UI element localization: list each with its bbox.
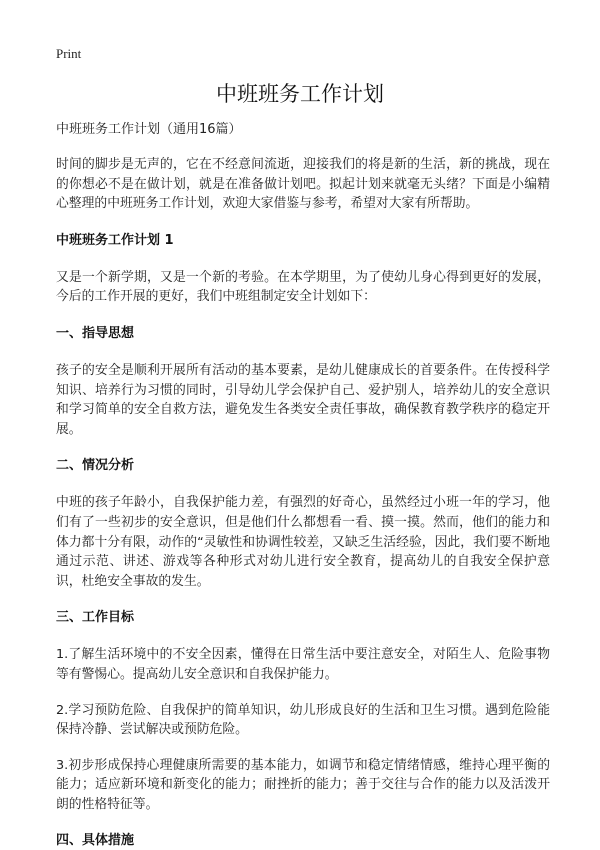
- intro-paragraph: 时间的脚步是无声的，它在不经意间流逝，迎接我们的将是新的生活，新的挑战，现在的你想必不是在做计划，就是在准备做计划吧。拟起计划来就毫无头绪？下面是小编精心整理的中班班务工作计划，欢迎大家借鉴与参考，希望对大家有所帮助。: [56, 157, 550, 212]
- section-heading: 二、情况分析: [56, 458, 135, 474]
- print-link[interactable]: Print: [56, 46, 82, 61]
- article-subtitle: 中班班务工作计划（通用16篇）: [56, 122, 242, 137]
- article-body: [56, 121, 550, 850]
- plan-heading: 中班班务工作计划 1: [56, 232, 174, 248]
- page-title: 中班班务工作计划: [216, 82, 384, 106]
- section-paragraph: 3.初步形成保持心理健康所需要的基本能力，如调节和稳定情绪情感，维持心理平衡的能力；适应新环境和新变化的能力；耐挫折的能力；善于交往与合作的能力以及活泼开朗的性格特征等。: [56, 757, 550, 812]
- section-paragraph: 2.学习预防危险、自我保护的简单知识，幼儿形成良好的生活和卫生习惯。遇到危险能保持冷静、尝试解决或预防危险。: [56, 702, 550, 738]
- plan-intro-paragraph: 又是一个新学期，又是一个新的考验。在本学期里，为了使幼儿身心得到更好的发展，今后的工作开展的更好，我们中班组制定安全计划如下：: [56, 269, 550, 305]
- section-paragraph: 1.了解生活环境中的不安全因素，懂得在日常生活中要注意安全，对陌生人、危险事物等有警惕心。提高幼儿安全意识和自我保护能力。: [56, 647, 550, 682]
- section-heading: 三、工作目标: [56, 610, 135, 626]
- section-heading: 四、具体措施: [56, 833, 135, 849]
- section-paragraph: 中班的孩子年龄小，自我保护能力差，有强烈的好奇心，虽然经过小班一年的学习，他们有了一些初步的安全意识，但是他们什么都想看一看、摸一摸。然而，他们的能力和体力都十分有限，动作的“灵敏性和协调性较差，又缺乏生活经验，因此，我们要不断地通过示范、讲述、游戏等各种形式对幼儿进行安全教育，提高幼儿的自我安全保护意识，杜绝安全事故的发生。: [56, 495, 550, 589]
- section-paragraph: 孩子的安全是顺利开展所有活动的基本要素，是幼儿健康成长的首要条件。在传授科学知识、培养行为习惯的同时，引导幼儿学会保护自己、爱护别人，培养幼儿的安全意识和学习简单的安全自救方法，避免发生各类安全责任事故，确保教育教学秩序的稳定开展。: [56, 362, 550, 437]
- section-heading: 一、指导思想: [56, 325, 135, 341]
